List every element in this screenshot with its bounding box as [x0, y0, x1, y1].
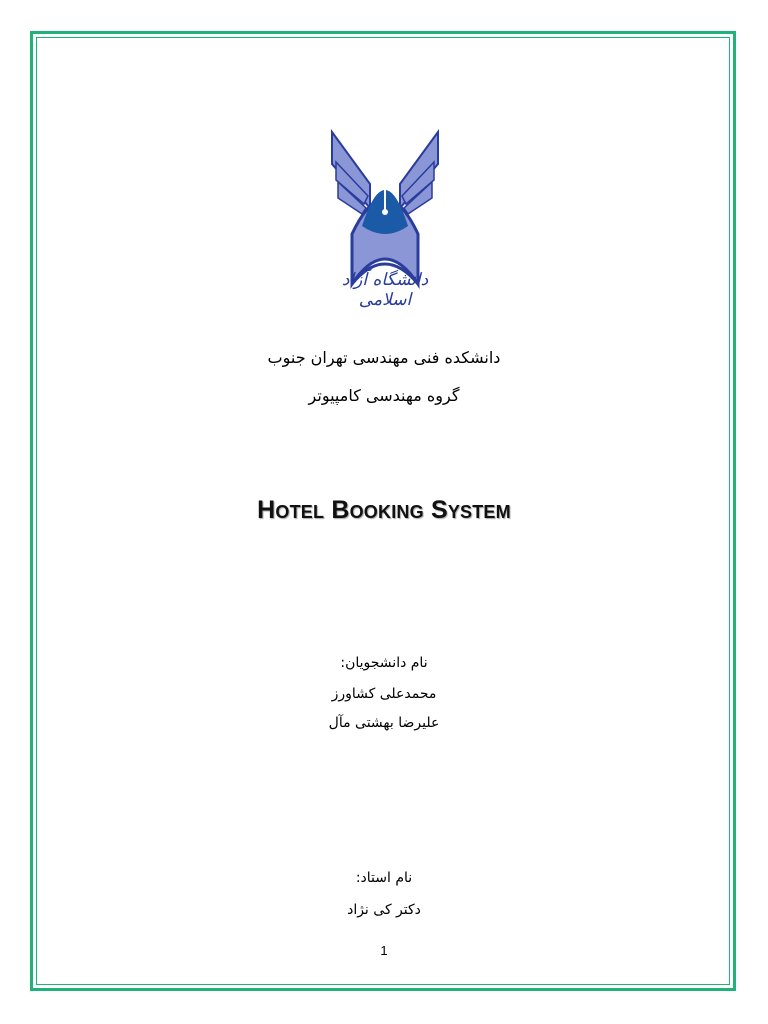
document-title: Hotel Booking System: [257, 496, 511, 524]
professor-label: نام استاد:: [355, 870, 413, 886]
student-name: محمدعلی کشاورز: [331, 686, 437, 702]
professor-name: دکتر کی نژاد: [347, 902, 421, 918]
page-number: 1: [380, 943, 388, 958]
logo-caption: دانشگاه آزاد اسلامی: [341, 270, 429, 310]
student-name: علیرضا بهشتی مآل: [328, 715, 440, 731]
university-name: دانشکده فنی مهندسی تهران جنوب: [267, 348, 501, 367]
department-name: گروه مهندسی کامپیوتر: [308, 386, 460, 405]
students-label: نام دانشجویان:: [340, 655, 428, 671]
